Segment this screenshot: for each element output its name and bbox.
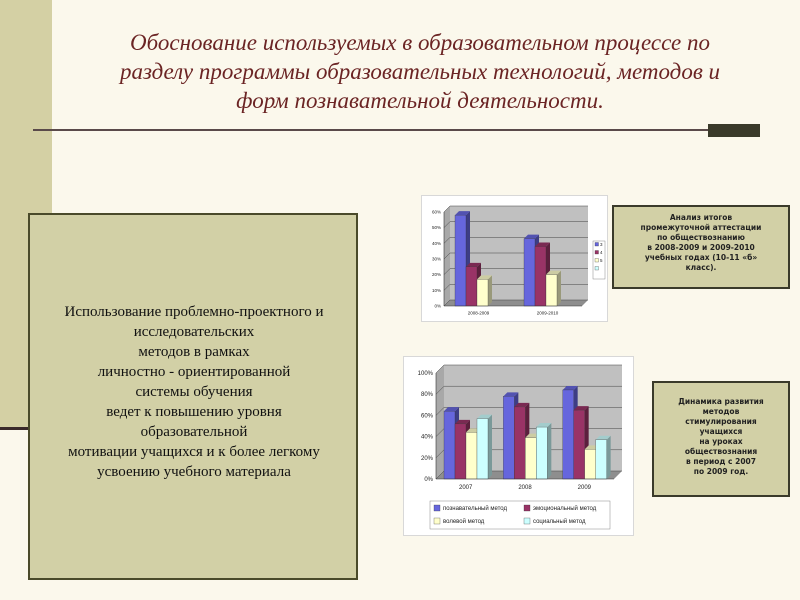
y-tick-label: 0% xyxy=(434,303,441,309)
bar xyxy=(514,407,525,479)
legend-swatch xyxy=(524,518,530,524)
bar xyxy=(466,432,477,479)
methods-note: Динамика развития методов стимулирования учащихся на уроках обществознания в период с 2007 по 2009 год. xyxy=(652,381,790,497)
bar xyxy=(477,419,488,479)
attestation-chart xyxy=(421,195,608,322)
bar xyxy=(477,279,488,306)
legend-box xyxy=(593,241,605,279)
legend-swatch xyxy=(434,518,440,524)
bar-side xyxy=(488,275,492,306)
bar xyxy=(535,246,546,306)
y-tick-label: 80% xyxy=(420,392,433,399)
y-tick-label: 40% xyxy=(420,434,433,441)
methods-chart-svg xyxy=(404,357,633,535)
legend-label: 3 xyxy=(600,242,603,247)
bar xyxy=(524,239,535,306)
bar-side xyxy=(547,423,551,479)
bar-side xyxy=(488,415,492,479)
attestation-chart-svg xyxy=(422,196,607,321)
y-tick-label: 30% xyxy=(431,256,441,262)
main-text-panel xyxy=(28,213,358,580)
bar xyxy=(574,410,585,479)
x-tick-label: 2009 xyxy=(577,485,592,491)
bar xyxy=(525,438,536,479)
bar xyxy=(585,449,596,479)
main-text: Использование проблемно-проектного и исследовательских методов в рамках личностно - ориентированной системы обучения ведет к повышению уровня образовательной мотивации учащихся и к более легкому усвоению учебного материала xyxy=(64,304,324,480)
bar xyxy=(596,440,607,479)
legend-swatch xyxy=(595,259,599,263)
plot-side-wall xyxy=(436,365,444,479)
legend-label: волевой метод xyxy=(443,519,485,525)
bar-side xyxy=(607,436,611,479)
title-divider xyxy=(33,129,760,131)
y-tick-label: 40% xyxy=(431,240,441,246)
legend-swatch xyxy=(595,251,599,255)
legend-swatch xyxy=(595,243,599,247)
bar xyxy=(466,267,477,306)
bar xyxy=(444,411,455,479)
bar xyxy=(546,275,557,306)
slide-title: Обоснование используемых в образовательном процессе по разделу программы образовательных технологий, методов и форм познавательной деятельности. xyxy=(119,30,721,113)
legend-label: эмоциональный метод xyxy=(533,506,597,512)
legend-swatch xyxy=(595,267,599,271)
legend-label: познавательный метод xyxy=(443,506,507,512)
attestation-note: Анализ итогов промежуточной аттестации по обществознанию в 2008-2009 и 2009-2010 учебных годах (10-11 «б» класс). xyxy=(612,205,790,289)
y-tick-label: 20% xyxy=(420,455,433,462)
y-tick-label: 0% xyxy=(424,477,433,483)
legend-swatch xyxy=(434,505,440,511)
y-tick-label: 20% xyxy=(431,272,441,278)
bar xyxy=(503,396,514,479)
y-tick-label: 10% xyxy=(431,287,441,293)
bar xyxy=(455,215,466,306)
legend-label: социальный метод xyxy=(533,519,586,525)
title-divider-block xyxy=(708,124,760,137)
y-tick-label: 60% xyxy=(431,209,441,215)
x-tick-label: 2008 xyxy=(518,485,532,491)
x-tick-label: 2008-2009 xyxy=(467,310,490,316)
bar xyxy=(455,424,466,479)
x-tick-label: 2007 xyxy=(458,485,473,491)
methods-chart xyxy=(403,356,634,536)
y-tick-label: 50% xyxy=(431,225,441,231)
bar xyxy=(536,427,547,479)
y-tick-label: 60% xyxy=(420,413,433,420)
bar-side xyxy=(557,271,561,306)
legend-label: 5 xyxy=(600,258,603,263)
bar xyxy=(563,390,574,479)
y-tick-label: 100% xyxy=(417,371,433,377)
legend-label: 4 xyxy=(600,250,603,255)
legend-swatch xyxy=(524,505,530,511)
x-tick-label: 2009-2010 xyxy=(536,310,559,316)
